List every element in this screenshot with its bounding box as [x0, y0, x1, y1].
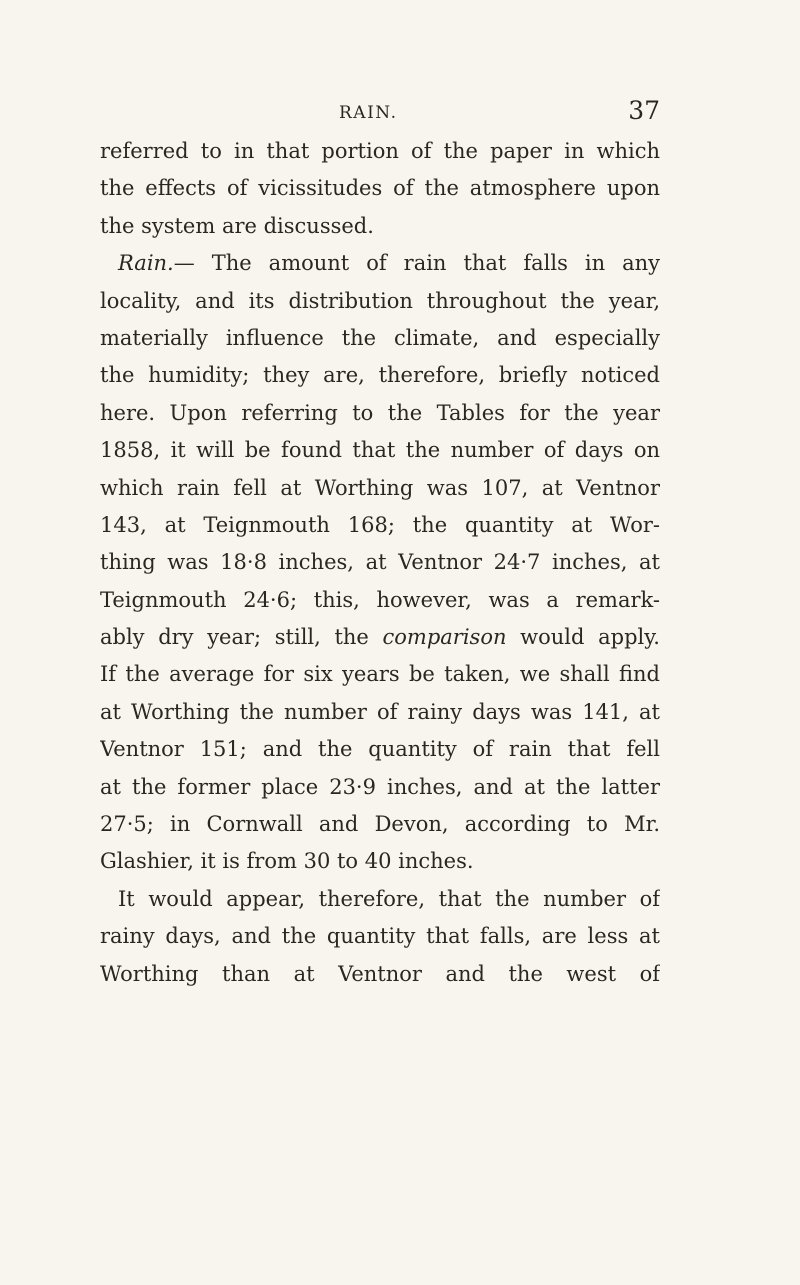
text-line: at the former place 23·9 inches, and at the latter — [100, 774, 660, 799]
text-line: the humidity; they are, therefore, briefly noticed — [100, 363, 660, 388]
body-text — [100, 133, 660, 993]
text-line: rainy days, and the quantity that falls, are less at — [100, 924, 660, 949]
running-head — [100, 96, 660, 133]
text-line: referred to in that portion of the paper in which — [100, 139, 660, 163]
text-line: 1858, it will be found that the number of days on — [100, 438, 660, 463]
page-number: 37 — [628, 96, 660, 125]
text-line: 27·5; in Cornwall and Devon, according to Mr. — [100, 812, 660, 837]
text-line: Teignmouth 24·6; this, however, was a remark- — [100, 587, 660, 612]
text-line — [100, 245, 660, 282]
emphasis-comparison: comparison — [382, 625, 507, 650]
text-line-content: — The amount of rain that falls in any — [173, 251, 660, 276]
text-line: It would appear, therefore, that the number of — [118, 886, 660, 911]
text-line: Glashier, it is from 30 to 40 inches. — [100, 849, 474, 874]
section-heading-rain: Rain. — [118, 251, 174, 276]
text-line: which rain fell at Worthing was 107, at Ventnor — [100, 475, 660, 500]
text-line — [100, 619, 660, 656]
text-line: the system are discussed. — [100, 213, 374, 238]
text-line-content: would apply. — [506, 625, 660, 650]
text-line: at Worthing the number of rainy days was 141, at — [100, 699, 660, 724]
text-line: 143, at Teignmouth 168; the quantity at Wor- — [100, 512, 660, 537]
text-line: here. Upon referring to the Tables for the year — [100, 400, 660, 425]
text-line: thing was 18·8 inches, at Ventnor 24·7 inches, at — [100, 550, 660, 575]
running-title: RAIN. — [339, 103, 398, 123]
text-line: the effects of vicissitudes of the atmosphere upon — [100, 176, 660, 201]
text-line: Ventnor 151; and the quantity of rain that fell — [100, 737, 660, 762]
text-line: locality, and its distribution throughout the year, — [100, 288, 660, 313]
text-line: If the average for six years be taken, we shall find — [100, 662, 660, 687]
text-line: materially influence the climate, and especially — [100, 325, 660, 350]
text-line-content: ably dry year; still, the — [100, 625, 369, 650]
text-line: Worthing than at Ventnor and the west of — [100, 961, 660, 986]
